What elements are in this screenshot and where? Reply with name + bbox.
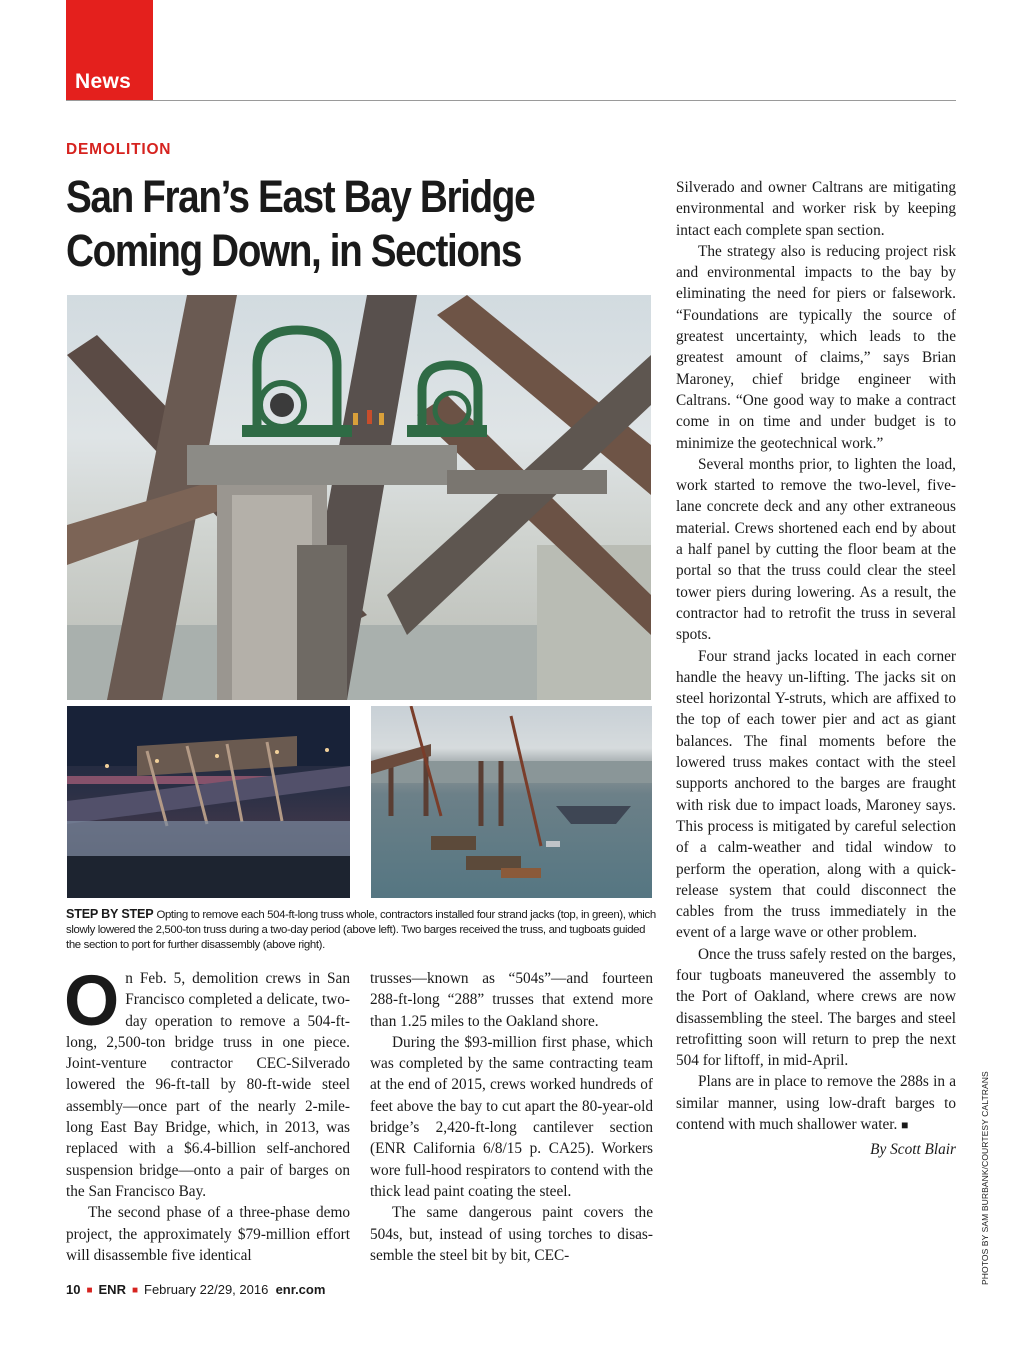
caption-lead: STEP BY STEP — [66, 907, 154, 921]
paragraph — [676, 1071, 956, 1136]
paragraph-text: Plans are in place to remove the 288s in a similar manner, using low-draft barges to contend with much shallower water. — [676, 1073, 956, 1134]
photo-truss-barges-day — [371, 706, 652, 898]
paragraph: The same dangerous paint covers the 504s, but, instead of using torches to disassemble the steel bit by bit, CEC- — [370, 1204, 653, 1264]
issue-date: February 22/29, 2016 — [144, 1282, 269, 1297]
website: enr.com — [275, 1282, 326, 1297]
footer-separator: ■ — [131, 1285, 139, 1296]
main-photo-strand-jacks — [67, 295, 651, 700]
article-column-2 — [370, 968, 653, 1266]
paragraph: Once the truss safely rested on the barges, four tugboats maneuvered the assembly to the Port of Oakland, where crews are now disassembling the steel. The barges and steel retrofitting soon will return to prep the next 504 for liftoff, in mid-April. — [676, 945, 956, 1070]
article-column-1 — [64, 962, 350, 1266]
paragraph: trusses—known as “504s”—and fourteen 288-ft-long “288” trusses that extend more than 1.25 miles to the Oakland shore. — [370, 970, 653, 1030]
article-column-3 — [676, 177, 956, 1161]
drop-cap: O — [64, 962, 120, 1041]
byline: By Scott Blair — [870, 1141, 956, 1159]
page-number: 10 — [66, 1282, 81, 1297]
footer-separator: ■ — [86, 1285, 93, 1296]
end-mark: ■ — [901, 1118, 909, 1133]
paragraph: Several months prior, to lighten the load, work started to remove the two-level, five-lane concrete deck and any other extraneous material. Crews shortened each end by about a half panel by cutting the floor beam at the portal so that the truss could clear the steel tower piers during lowering. As a result, the contractor had to retrofit the truss in several spots. — [676, 455, 956, 644]
magazine-name: ENR — [98, 1282, 126, 1297]
paragraph — [64, 962, 350, 1202]
photo-caption — [66, 907, 656, 953]
article-headline — [66, 170, 573, 278]
page-footer — [66, 1282, 325, 1297]
paragraph: Silverado and owner Caltrans are mitigating environmental and worker risk by keeping intact each complete span section. — [676, 179, 956, 239]
photo-truss-lowering-night — [67, 706, 350, 898]
photo-credit: PHOTOS BY SAM BURBANK/COURTESY CALTRANS — [980, 1071, 990, 1285]
section-tab-label: News — [75, 70, 132, 93]
paragraph: Four strand jacks located in each corner handle the heavy un-lifting. The jacks sit on steel horizontal Y-struts, which are affixed to the top of each tower pier and act as giant balances. The final moments before the lowered truss makes contact with the steel supports anchored to the barges are fraught with risk due to impact loads, Maroney says. This process is mitigated by careful selection of a calm-weather and tidal window to perform the operation, along with a quick-release system that could disconnect the cables from the truss immediately in the event of a large wave or other problem. — [676, 647, 956, 942]
caption-text: Opting to remove each 504-ft-long truss whole, contractors installed four strand jacks (top, in green), which slowly lowered the 2,500-ton truss during a two-day period (above left). Two barges received the truss, and tugboats guided the section to port for further disassembly (above right). — [66, 909, 656, 951]
headline-line-1: San Fran’s East Bay Bridge — [66, 171, 535, 222]
header-rule — [66, 100, 956, 101]
paragraph-text: n Feb. 5, demolition crews in San Francisco completed a delicate, two-day operation to remove a 504-ft-long, 2,500-ton bridge truss in one piece. Joint-venture contractor CEC-Silverado lowered the 96-ft-tall by 80-ft-wide steel assembly—once part of the nearly 2-mile-long East Bay Bridge, which, in 2013, was replaced with a $6.4-billion self-anchored suspension bridge—onto a pair of barges on the San Francisco Bay. — [66, 970, 350, 1200]
paragraph: The strategy also is reducing project risk and environmental impacts to the bay by eliminating the need for piers or falsework. “Foundations are typically the source of greatest uncertainty, which leads to the greatest amount of claims,” says Brian Maroney, chief bridge engineer with Caltrans. “One good way to make a contract come in on time and under budget is to minimize the geotechnical work.” — [676, 242, 956, 452]
headline-line-2: Coming Down, in Sections — [66, 225, 522, 276]
paragraph: The second phase of a three-phase demo project, the approximately $79-million effort will disassemble five identical — [66, 1204, 350, 1264]
article-kicker: DEMOLITION — [66, 141, 172, 158]
paragraph: During the $93-million first phase, which was completed by the same contracting team at the end of 2015, crews worked hundreds of feet above the bay to cut apart the 80-year-old bridge’s 2,420-ft-long cantilever section (ENR California 6/8/15 p. CA25). Workers wore full-hood respirators to contend with the thick lead paint coating the steel. — [370, 1033, 653, 1200]
section-tab — [66, 0, 153, 100]
